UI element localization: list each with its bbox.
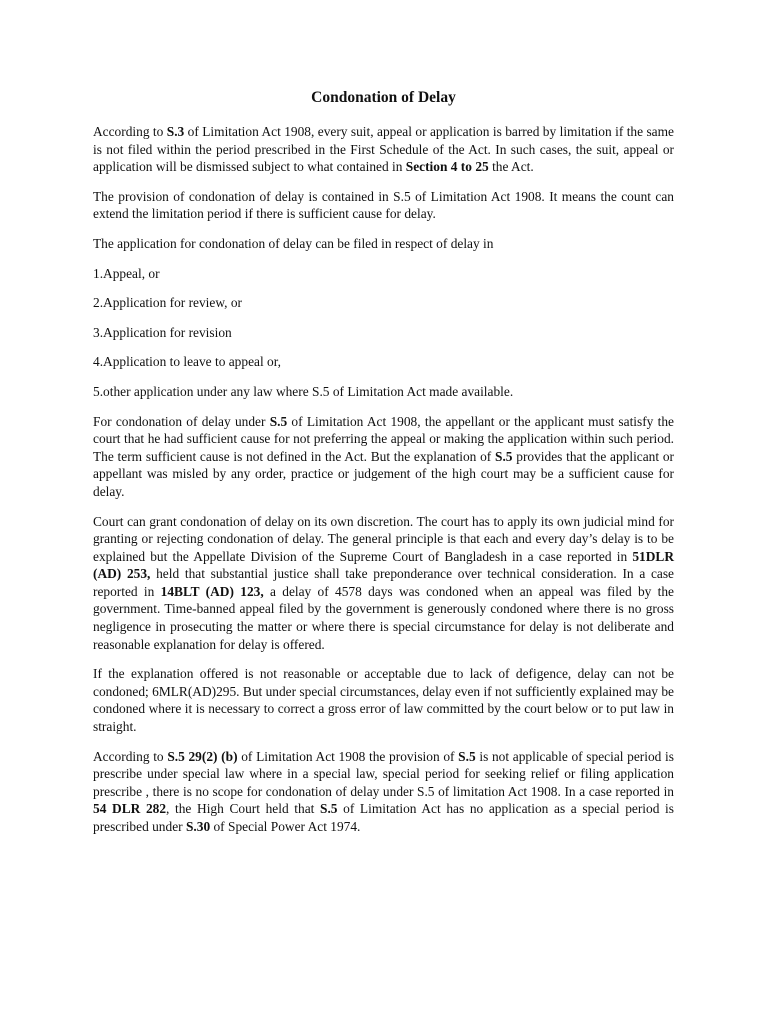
bold-citation: S.5 29(2) (b) bbox=[167, 748, 238, 764]
text-run: a delay of 4578 days was condoned when an appeal was filed by the government. Time-banned appeal filed by the government is generously condoned where there is no gross negligence in prosecuting the matter or where there is special circumstance for delay is not deliberate and reasonable explanation for delay is offered. bbox=[93, 583, 674, 652]
bold-citation: S.5 bbox=[495, 448, 513, 464]
document-page bbox=[93, 88, 674, 848]
paragraph bbox=[93, 413, 674, 501]
bold-citation: S.5 bbox=[269, 413, 288, 429]
text-run: 3.Application for revision bbox=[93, 324, 232, 340]
list-item bbox=[93, 294, 674, 312]
document-title: Condonation of Delay bbox=[311, 89, 456, 106]
text-run: 5.other application under any law where S.5 of Limitation Act made available. bbox=[93, 383, 514, 399]
text-run: of Special Power Act 1974. bbox=[210, 819, 361, 834]
bold-citation: S.3 bbox=[166, 124, 185, 139]
text-run: The provision of condonation of delay is contained in S.5 of Limitation Act 1908. It means the count can extend the limitation period if there is sufficient cause for delay. bbox=[93, 188, 674, 222]
bold-citation: S.5 bbox=[320, 801, 338, 817]
text-run: provides that the applicant or appellant was misled by any order, practice or judgement of the high court may be a sufficient cause for delay. bbox=[93, 448, 674, 499]
bold-citation: Section 4 to 25 bbox=[405, 159, 489, 175]
paragraph bbox=[93, 123, 674, 176]
text-run: of Limitation Act 1908 the provision of bbox=[237, 748, 459, 764]
text-run: According to bbox=[93, 124, 167, 139]
paragraph bbox=[93, 748, 674, 836]
list-item bbox=[93, 383, 674, 401]
list-item bbox=[93, 265, 674, 283]
paragraph bbox=[93, 188, 674, 223]
text-run: 2.Application for review, or bbox=[93, 295, 242, 311]
text-run: According to bbox=[93, 748, 168, 764]
list-item bbox=[93, 353, 674, 371]
text-run: of Limitation Act 1908, the appellant or the applicant must satisfy the court that he had sufficient cause for not preferring the appeal or making the application within such period. The term sufficient cause is not defined in the Act. But the explanation of bbox=[93, 413, 674, 464]
text-run: Court can grant condonation of delay on its own discretion. The court has to apply its own judicial mind for granting or rejecting condonation of delay. The general principle is that each and every day’s delay is to be explained but the Appellate Division of the Supreme Court of Bangladesh in a case reported in bbox=[93, 513, 674, 564]
paragraph bbox=[93, 665, 674, 735]
paragraph bbox=[93, 235, 674, 253]
text-run: , the High Court held that bbox=[166, 801, 320, 817]
text-run: For condonation of delay under bbox=[93, 413, 270, 429]
text-run: of Limitation Act has no application as a special period is prescribed under bbox=[93, 801, 674, 834]
bold-citation: 51DLR (AD) 253, bbox=[93, 548, 674, 582]
text-run: the Act. bbox=[488, 159, 534, 175]
text-run: is not applicable of special period is prescribe under special law where in a special law, special period for seeking relief or filing application prescribe , there is no scope for condonation of delay under S.5 of limitation Act 1908. In a case reported in bbox=[93, 748, 674, 799]
bold-citation: 54 DLR 282 bbox=[93, 801, 167, 817]
bold-citation: 14BLT (AD) 123, bbox=[160, 583, 264, 599]
bold-citation: S.5 bbox=[458, 748, 476, 764]
paragraph bbox=[93, 513, 674, 654]
bold-citation: S.30 bbox=[185, 819, 211, 834]
text-run: held that substantial justice shall take preponderance over technical consideration. In a case reported in bbox=[93, 566, 675, 599]
text-run: If the explanation offered is not reasonable or acceptable due to lack of defigence, delay can not be condoned; 6MLR(AD)295. But under special circumstances, delay even if not sufficiently explained may be condoned where it is necessary to correct a gross error of law committed by the court below or to put law in straight. bbox=[93, 666, 674, 735]
text-run: 4.Application to leave to appeal or, bbox=[93, 354, 281, 370]
text-run: 1.Appeal, or bbox=[93, 265, 160, 281]
text-run: of Limitation Act 1908, every suit, appeal or application is barred by limitation if the same is not filed within the period prescribed in the First Schedule of the Act. In such cases, the suit, appeal or application will be dismissed subject to what contained in bbox=[93, 124, 674, 175]
document-body bbox=[93, 123, 674, 836]
list-item bbox=[93, 324, 674, 342]
text-run: The application for condonation of delay can be filed in respect of delay in bbox=[93, 235, 494, 251]
